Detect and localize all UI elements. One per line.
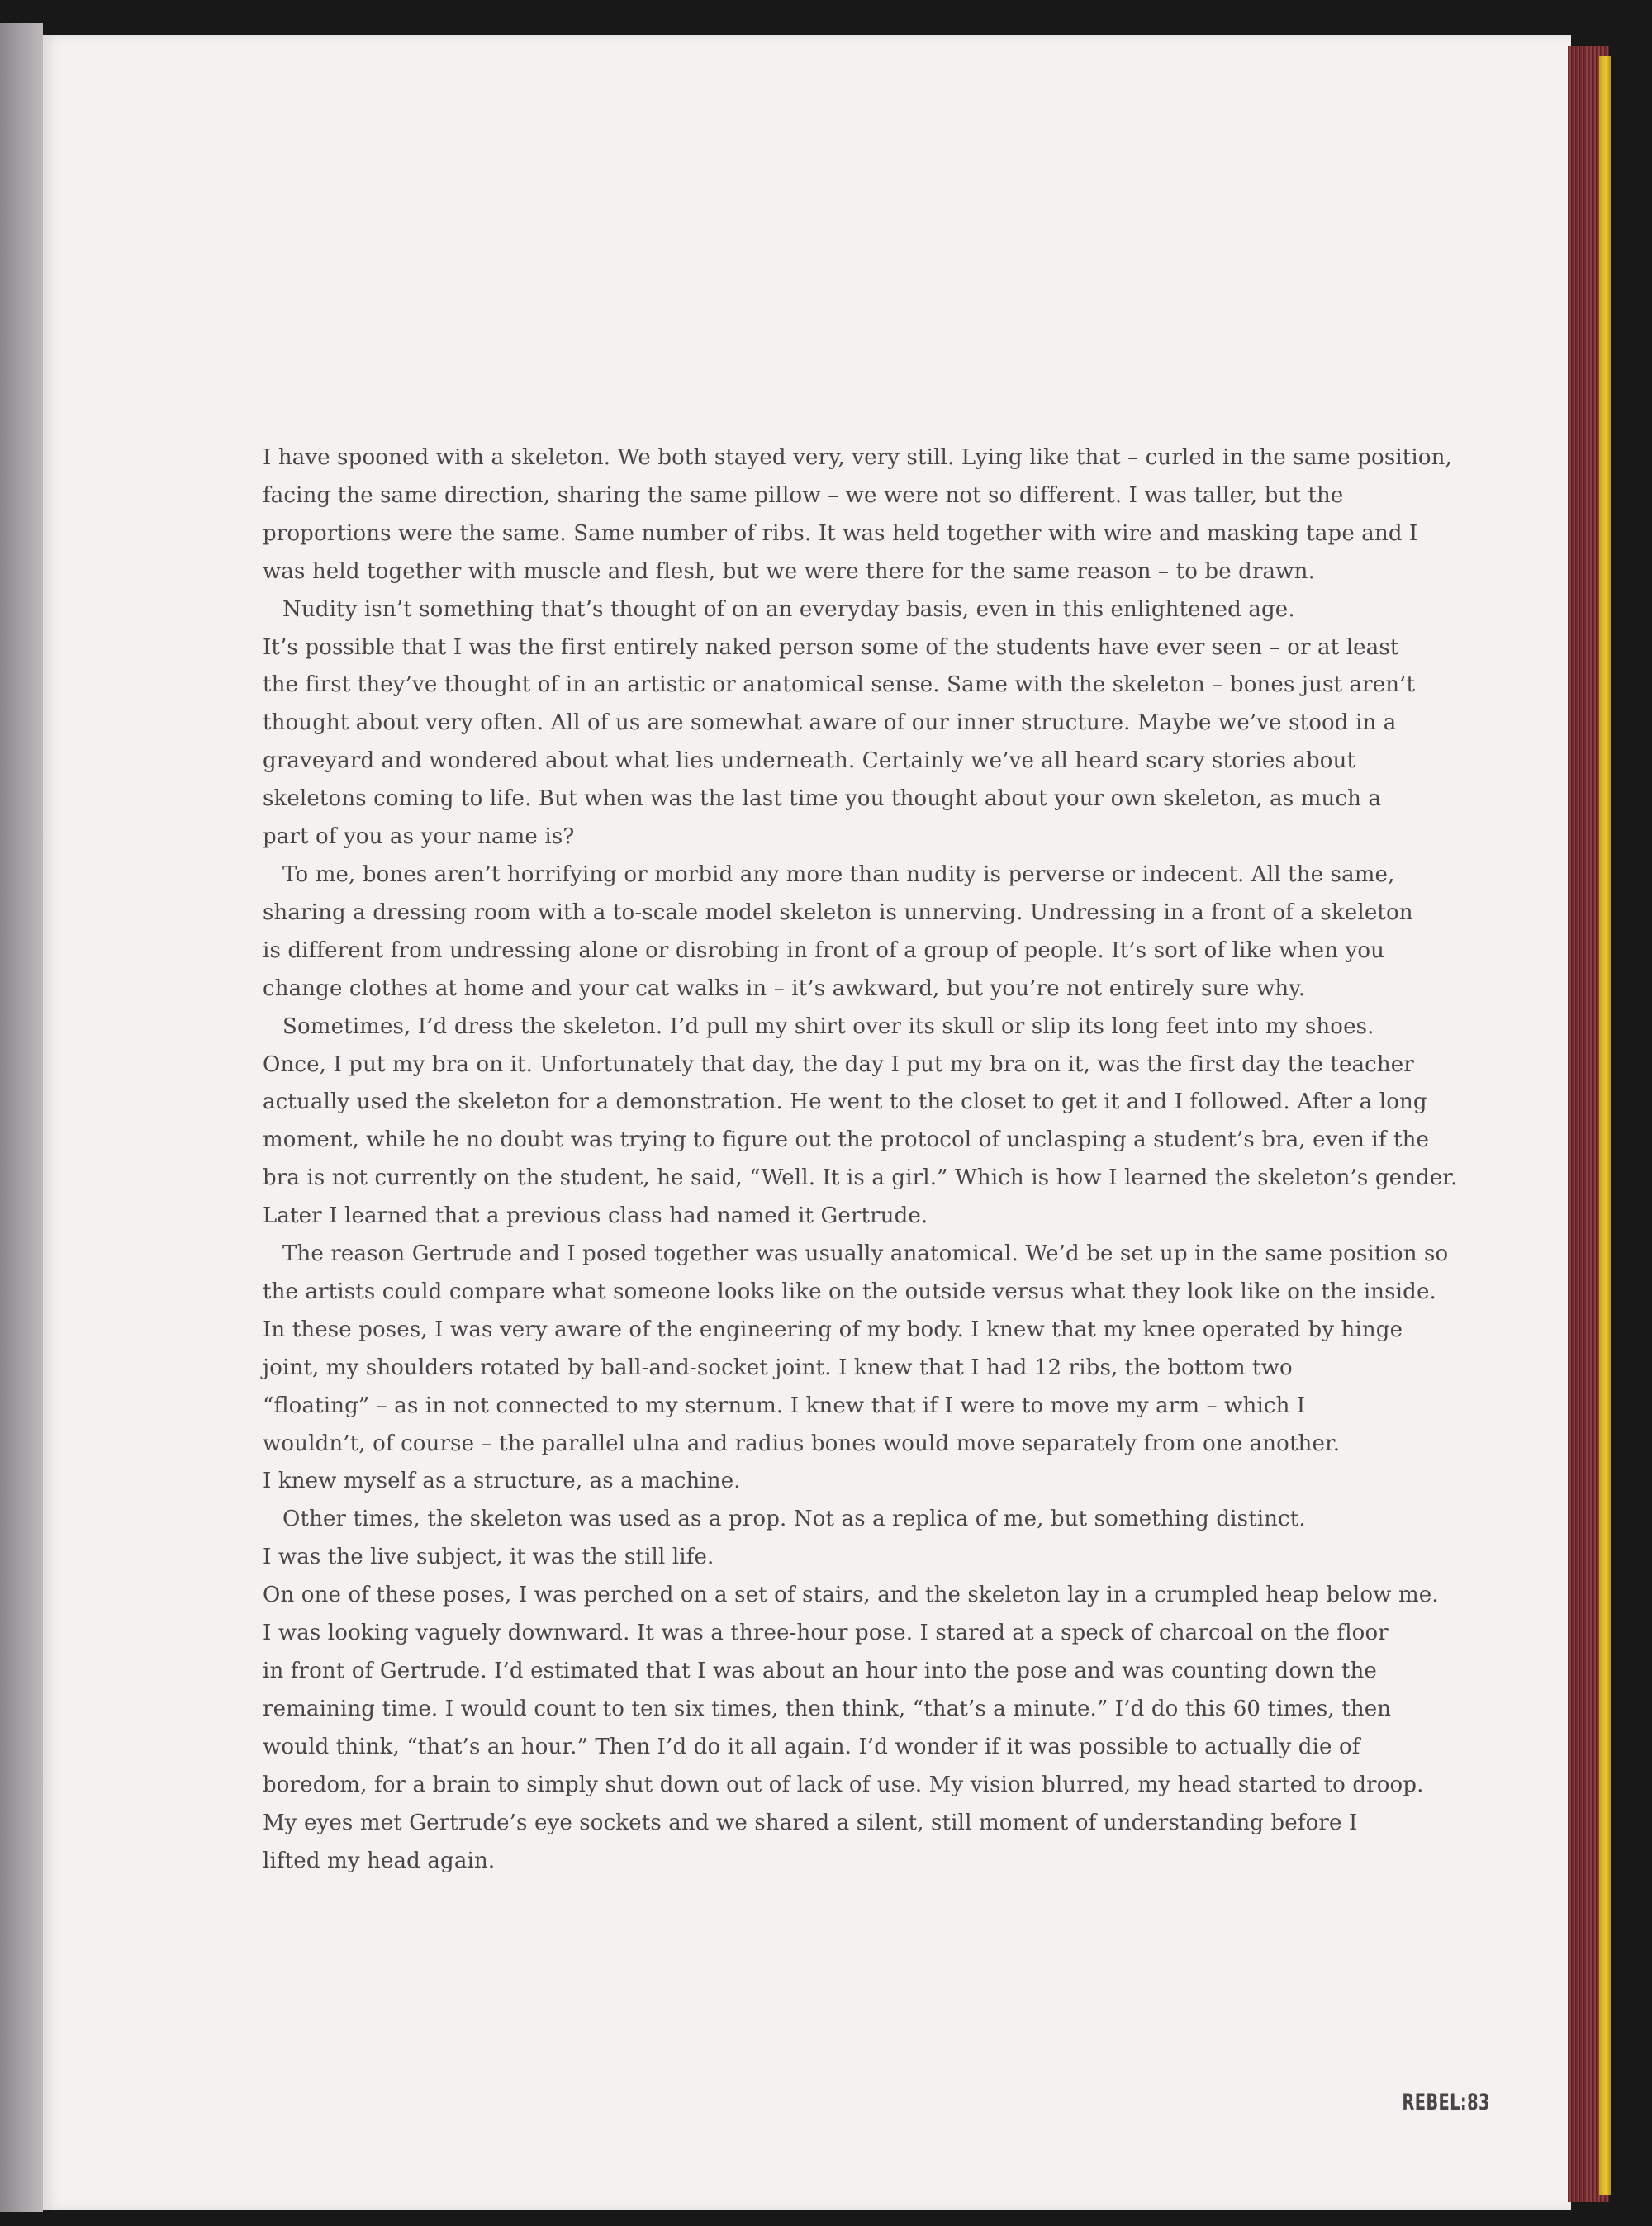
text-line: Nudity isn’t something that’s thought of on an everyday basis, even in this enlightened age. [282,596,1295,622]
text-line: On one of these poses, I was perched on a set of stairs, and the skeleton lay in a crumpled heap below me. [263,1583,1439,1608]
text-line: joint, my shoulders rotated by ball-and-socket joint. I knew that I had 12 ribs, the bottom two [263,1355,1293,1380]
text-line: boredom, for a brain to simply shut down out of lack of use. My vision blurred, my head started to droop. [263,1772,1424,1797]
text-line: wouldn’t, of course – the parallel ulna and radius bones would move separately from one another. [263,1431,1341,1456]
text-line: part of you as your name is? [263,824,575,850]
left-page-edge [0,23,43,2212]
text-line: change clothes at home and your cat walks in – it’s awkward, but you’re not entirely sure why. [263,975,1306,1001]
text-line: was held together with muscle and flesh, but we were there for the same reason – to be drawn. [263,558,1315,584]
text-line: skeletons coming to life. But when was the last time you thought about your own skeleton, as much a [263,786,1382,812]
text-line: thought about very often. All of us are somewhat aware of our inner structure. Maybe we’ve stood in a [263,710,1397,736]
text-line: I was looking vaguely downward. It was a three-hour pose. I stared at a speck of charcoal on the floor [263,1621,1389,1646]
text-line: bra is not currently on the student, he said, “Well. It is a girl.” Which is how I learned the skeleton’s gender. [263,1165,1458,1191]
text-line: “floating” – as in not connected to my sternum. I knew that if I were to move my arm – which I [263,1393,1306,1418]
text-line: in front of Gertrude. I’d estimated that I was about an hour into the pose and was counting down the [263,1659,1377,1683]
text-line: Sometimes, I’d dress the skeleton. I’d pull my shirt over its skull or slip its long feet into my shoes. [282,1013,1374,1039]
text-line: It’s possible that I was the first entirely naked person some of the students have ever seen – or at least [263,634,1399,660]
page-number: REBEL:83 [1402,2090,1490,2115]
text-line: graveyard and wondered about what lies underneath. Certainly we’ve all heard scary stories about [263,748,1356,774]
text-line: The reason Gertrude and I posed together was usually anatomical. We’d be set up in the same position so [282,1241,1449,1267]
article-body [263,439,1458,1880]
text-line: Other times, the skeleton was used as a prop. Not as a replica of me, but something distinct. [282,1507,1306,1532]
text-line: Once, I put my bra on it. Unfortunately that day, the day I put my bra on it, was the first day the teacher [263,1051,1414,1077]
text-line: proportions were the same. Same number of ribs. It was held together with wire and masking tape and I [263,520,1418,546]
text-line: I was the live subject, it was the still life. [263,1545,714,1570]
text-line: the first they’ve thought of in an artistic or anatomical sense. Same with the skeleton – bones just aren’t [263,672,1416,698]
text-line: moment, while he no doubt was trying to figure out the protocol of unclasping a student’s bra, even if the [263,1127,1430,1153]
text-line: would think, “that’s an hour.” Then I’d do it all again. I’d wonder if it was possible to actually die of [263,1734,1360,1759]
text-line: the artists could compare what someone looks like on the outside versus what they look like on the inside. [263,1279,1436,1304]
text-line: To me, bones aren’t horrifying or morbid any more than nudity is perverse or indecent. All the same, [282,861,1395,887]
text-line: actually used the skeleton for a demonstration. He went to the closet to get it and I followed. After a long [263,1089,1427,1115]
text-line: Later I learned that a previous class had named it Gertrude. [263,1203,928,1229]
text-line: is different from undressing alone or disrobing in front of a group of people. It’s sort of like when you [263,937,1385,963]
text-line: My eyes met Gertrude’s eye sockets and we shared a silent, still moment of understanding before I [263,1810,1358,1835]
cover-edge [1599,56,1611,2195]
text-line: I have spooned with a skeleton. We both stayed very, very still. Lying like that – curled in the same position, [263,445,1452,470]
text-line: lifted my head again. [263,1848,496,1873]
text-line: sharing a dressing room with a to-scale model skeleton is unnerving. Undressing in a front of a skeleton [263,899,1413,925]
text-line: In these poses, I was very aware of the engineering of my body. I knew that my knee operated by hinge [263,1317,1403,1342]
text-line: facing the same direction, sharing the same pillow – we were not so different. I was taller, but the [263,482,1344,508]
text-line: remaining time. I would count to ten six times, then think, “that’s a minute.” I’d do this 60 times, then [263,1696,1392,1721]
text-line: I knew myself as a structure, as a machine. [263,1469,741,1494]
